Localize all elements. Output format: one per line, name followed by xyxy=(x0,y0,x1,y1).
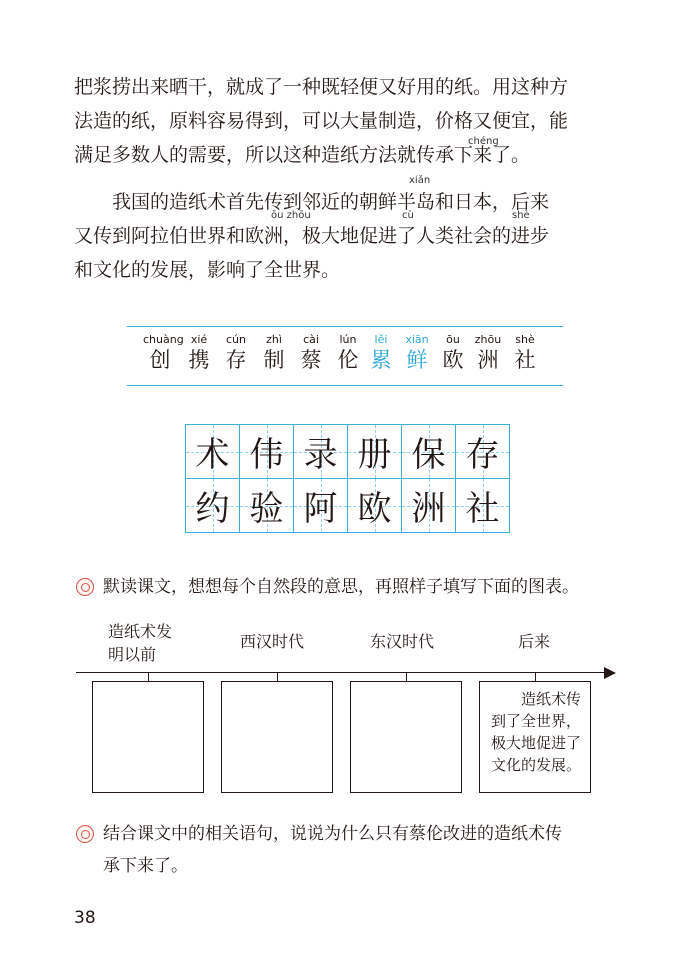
grid-char: 社 xyxy=(465,489,500,529)
vocab-pinyin: cún xyxy=(226,333,246,346)
vocab-pinyin: zhì xyxy=(266,333,282,346)
paragraph-2 xyxy=(74,185,634,287)
exercise-2-line-2: 承下来了。 xyxy=(103,856,188,876)
paragraph-2-line-1: 我国的造纸术首先传到邻近的朝鲜半岛和日本，后来 xyxy=(112,191,550,213)
timeline-example-box xyxy=(479,681,591,793)
vocab-pinyin: shè xyxy=(515,333,535,346)
vocab-item xyxy=(182,333,216,373)
paragraph-1-line-1: 把浆捞出来晒干，就成了一种既轻便又好用的纸。用这种方 xyxy=(74,76,569,98)
vocab-hanzi: 存 xyxy=(225,348,247,372)
vocab-pinyin: xié xyxy=(190,333,208,346)
vocabulary-band xyxy=(127,326,563,386)
timeline-label-later: 后来 xyxy=(518,632,551,651)
writing-grid-row xyxy=(186,425,509,479)
grid-char: 洲 xyxy=(411,489,446,529)
timeline-answer-box[interactable] xyxy=(92,681,204,793)
grid-char: 约 xyxy=(195,489,230,529)
grid-cell xyxy=(456,479,509,532)
page-number: 38 xyxy=(74,908,96,928)
ruby-cu: cù xyxy=(402,210,414,221)
grid-char: 伟 xyxy=(249,435,284,475)
vocab-pinyin: ōu xyxy=(446,333,460,346)
vocab-item xyxy=(508,333,542,373)
vocab-hanzi: 蔡 xyxy=(300,348,322,372)
vocab-pinyin: lún xyxy=(339,333,357,346)
vocab-pinyin: zhōu xyxy=(474,333,502,346)
timeline-label-before-2: 明以前 xyxy=(108,645,157,664)
vocab-pinyin: chuàng xyxy=(143,333,184,346)
vocab-item xyxy=(471,333,505,373)
exercise-1-instruction: 默读课文，想想每个自然段的意思，再照样子填写下面的图表。 xyxy=(103,577,579,597)
vocab-hanzi: 洲 xyxy=(477,348,499,372)
vocab-item xyxy=(219,333,253,373)
ruby-she: shè xyxy=(512,210,530,221)
timeline-answer-box[interactable] xyxy=(221,681,333,793)
vocab-hanzi: 欧 xyxy=(442,348,464,372)
vocab-hanzi: 制 xyxy=(263,348,285,372)
vocab-pinyin: xiān xyxy=(405,333,429,346)
grid-cell xyxy=(348,425,402,479)
grid-char: 存 xyxy=(465,435,500,475)
vocab-pinyin: cài xyxy=(303,333,319,346)
timeline-tick xyxy=(406,672,407,681)
grid-char: 术 xyxy=(195,435,230,475)
timeline-label-eastern-han: 东汉时代 xyxy=(370,632,435,651)
grid-char: 验 xyxy=(249,489,284,529)
timeline-tick xyxy=(535,672,536,681)
vocab-hanzi: 携 xyxy=(188,348,210,372)
grid-cell xyxy=(240,479,294,532)
vocab-item xyxy=(436,333,470,373)
paragraph-1-line-3: 满足多数人的需要，所以这种造纸方法就传承下来了。 xyxy=(74,144,531,166)
grid-cell xyxy=(294,425,348,479)
timeline-tick xyxy=(277,672,278,681)
paragraph-1 xyxy=(74,70,634,172)
vocab-item xyxy=(364,333,398,373)
timeline-label-western-han: 西汉时代 xyxy=(240,632,305,651)
vocab-hanzi: 鲜 xyxy=(406,348,428,372)
grid-char: 欧 xyxy=(357,489,392,529)
vocab-item xyxy=(143,333,184,373)
writing-grid xyxy=(185,424,510,533)
grid-cell xyxy=(186,479,240,532)
grid-cell xyxy=(186,425,240,479)
timeline-label-before-1: 造纸术发 xyxy=(108,622,173,641)
vocab-hanzi: 累 xyxy=(370,348,392,372)
vocab-pinyin: lěi xyxy=(374,333,388,346)
ruby-cheng: chéng xyxy=(468,136,499,147)
vocab-hanzi: 伦 xyxy=(337,348,359,372)
paragraph-2-line-2: 又传到阿拉伯世界和欧洲，极大地促进了人类社会的进步 xyxy=(74,225,550,247)
grid-cell xyxy=(402,425,456,479)
timeline-arrow-icon xyxy=(604,667,616,679)
grid-char: 册 xyxy=(357,435,392,475)
grid-cell xyxy=(240,425,294,479)
grid-cell xyxy=(294,479,348,532)
timeline-axis xyxy=(76,672,608,673)
vocab-item xyxy=(331,333,365,373)
vocab-item xyxy=(257,333,291,373)
timeline-example-text: 造纸术传到了全世界，极大地促进了文化的发展。 xyxy=(491,690,582,774)
vocab-hanzi: 创 xyxy=(149,348,171,372)
vocab-hanzi: 社 xyxy=(514,348,536,372)
grid-cell xyxy=(456,425,509,479)
timeline-answer-box[interactable] xyxy=(350,681,462,793)
grid-char: 录 xyxy=(303,435,338,475)
writing-grid-row xyxy=(186,479,509,532)
paragraph-2-line-3: 和文化的发展，影响了全世界。 xyxy=(74,259,341,281)
timeline-tick xyxy=(148,672,149,681)
grid-cell xyxy=(348,479,402,532)
vocab-item xyxy=(294,333,328,373)
grid-char: 保 xyxy=(411,435,446,475)
vocab-item xyxy=(400,333,434,373)
exercise-icon xyxy=(76,825,94,843)
grid-char: 阿 xyxy=(303,489,338,529)
ruby-xian: xiǎn xyxy=(409,175,431,186)
grid-cell xyxy=(402,479,456,532)
exercise-2-line-1: 结合课文中的相关语句，说说为什么只有蔡伦改进的造纸术传 xyxy=(103,824,562,844)
ruby-ouzhou: ōu zhōu xyxy=(271,210,311,221)
exercise-icon xyxy=(76,578,94,596)
paragraph-1-line-2: 法造的纸，原料容易得到，可以大量制造，价格又便宜，能 xyxy=(74,110,569,132)
